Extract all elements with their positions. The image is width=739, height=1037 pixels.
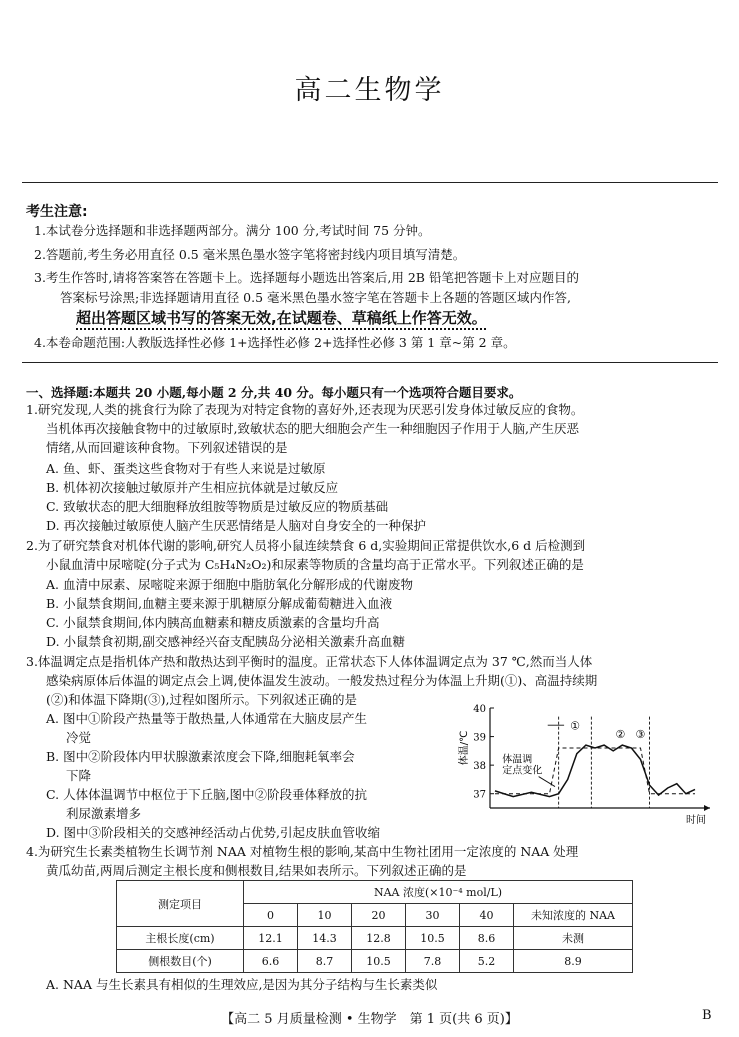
question-3-option-cont: 利尿激素增多 xyxy=(66,806,142,821)
notice-item: 答案标号涂黑;非选择题请用直径 0.5 毫米黑色墨水签字笔在答题卡上各题的答题区域内作答, xyxy=(60,290,572,305)
question-3-option-cont: 下降 xyxy=(66,768,92,783)
question-3-line: 感染病原体后体温的调定点会上调,使体温发生波动。一般发热过程分为体温上升期(①)、高温持续期 xyxy=(46,673,598,688)
y-tick-label: 40 xyxy=(473,704,486,715)
table-row-label: 主根长度(cm) xyxy=(117,927,244,950)
y-axis-label: 体温/℃ xyxy=(459,730,470,766)
table-col-header: 20 xyxy=(352,904,406,927)
table-cell: 8.9 xyxy=(514,950,633,973)
notice-item: 1.本试卷分选择题和非选择题两部分。满分 100 分,考试时间 75 分钟。 xyxy=(34,223,431,238)
table-cell: 8.7 xyxy=(298,950,352,973)
page-footer: 【高二 5 月质量检测 • 生物学 第 1 页(共 6 页)】 xyxy=(221,1012,518,1027)
table-cell: 12.1 xyxy=(244,927,298,950)
table-row xyxy=(117,950,633,973)
y-tick-label: 37 xyxy=(473,789,486,801)
table-cell: 12.8 xyxy=(352,927,406,950)
top-divider xyxy=(22,182,718,183)
question-1-option: A. 鱼、虾、蛋类这些食物对于有些人来说是过敏原 xyxy=(46,461,326,476)
question-1-line: 1.研究发现,人类的挑食行为除了表现为对特定食物的喜好外,还表现为厌恶引发身体过敏反应的食物。 xyxy=(26,402,584,417)
table-cell: 7.8 xyxy=(406,950,460,973)
table-row-label: 侧根数目(个) xyxy=(117,950,244,973)
question-1-option: D. 再次接触过敏原使人脑产生厌恶情绪是人脑对自身安全的一种保护 xyxy=(46,518,427,533)
notice-heading: 考生注意: xyxy=(26,204,88,220)
question-4-line: 黄瓜幼苗,两周后测定主根长度和侧根数目,结果如表所示。下列叙述正确的是 xyxy=(46,863,467,878)
notice-divider xyxy=(22,362,718,363)
section-title: 一、选择题:本题共 20 小题,每小题 2 分,共 40 分。每小题只有一个选项符合题目要求。 xyxy=(26,385,522,400)
table-row xyxy=(117,927,633,950)
question-2-option: D. 小鼠禁食初期,副交感神经兴奋支配胰岛分泌相关激素升高血糖 xyxy=(46,634,405,649)
table-cell: 14.3 xyxy=(298,927,352,950)
notice-item: 3.考生作答时,请将答案答在答题卡上。选择题每小题选出答案后,用 2B 铅笔把答题卡上对应题目的 xyxy=(34,270,579,285)
question-1-option: B. 机体初次接触过敏原并产生相应抗体就是过敏反应 xyxy=(46,480,339,495)
question-4-line: 4.为研究生长素类植物生长调节剂 NAA 对植物生根的影响,某高中生物社团用一定浓度的 NAA 处理 xyxy=(26,844,579,859)
question-1-option: C. 致敏状态的肥大细胞释放组胺等物质是过敏反应的物质基础 xyxy=(46,499,389,514)
table-cell: 8.6 xyxy=(460,927,514,950)
question-3-option-cont: 冷觉 xyxy=(66,730,92,745)
table-cell: 5.2 xyxy=(460,950,514,973)
question-3-line: (②)和体温下降期(③),过程如图所示。下列叙述正确的是 xyxy=(46,692,357,707)
table-col-header: 未知浓度的 NAA xyxy=(514,904,633,927)
question-2-option: A. 血清中尿素、尿嘧啶来源于细胞中脂肪氧化分解形成的代谢废物 xyxy=(46,577,413,592)
fever-chart xyxy=(455,700,720,825)
naa-table xyxy=(116,880,633,973)
question-1-line: 情绪,从而回避该种食物。下列叙述错误的是 xyxy=(46,440,288,455)
question-3-option: C. 人体体温调节中枢位于下丘脑,图中②阶段垂体释放的抗 xyxy=(46,787,368,802)
x-axis-label: 时间 xyxy=(686,815,706,825)
table-col-header: 30 xyxy=(406,904,460,927)
stage-label: ③ xyxy=(635,728,646,741)
notice-item: 2.答题前,考生务必用直径 0.5 毫米黑色墨水签字笔将密封线内项目填写清楚。 xyxy=(34,247,466,262)
stage-label: ② xyxy=(615,728,626,741)
annotation-text: 体温调 xyxy=(502,754,533,766)
table-cell: 10.5 xyxy=(406,927,460,950)
page-title: 高二生物学 xyxy=(294,75,445,106)
annotation-text: 定点变化 xyxy=(502,765,543,777)
question-2-option: C. 小鼠禁食期间,体内胰高血糖素和糖皮质激素的含量均升高 xyxy=(46,615,380,630)
question-2-line: 小鼠血清中尿嘧啶(分子式为 C₅H₄N₂O₂)和尿素等物质的含量均高于正常水平。下列叙述正确的是 xyxy=(46,557,584,572)
question-2-line: 2.为了研究禁食对机体代谢的影响,研究人员将小鼠连续禁食 6 d,实验期间正常提供饮水,6 d 后检测到 xyxy=(26,538,586,553)
y-tick-label: 38 xyxy=(473,761,486,773)
question-3-option: D. 图中③阶段相关的交感神经活动占优势,引起皮肤血管收缩 xyxy=(46,825,380,840)
x-axis-arrow xyxy=(704,805,710,811)
question-2-option: B. 小鼠禁食期间,血糖主要来源于肌糖原分解成葡萄糖进入血液 xyxy=(46,596,393,611)
table-col-header: 0 xyxy=(244,904,298,927)
stage-label: ① xyxy=(570,719,580,733)
table-header-concentration: NAA 浓度(×10⁻⁴ mol/L) xyxy=(244,881,633,904)
question-1-line: 当机体再次接触食物中的过敏原时,致敏状态的肥大细胞会产生一种细胞因子作用于人脑,产生厌恶 xyxy=(46,421,579,436)
paper-version: B xyxy=(702,1008,712,1023)
table-col-header: 40 xyxy=(460,904,514,927)
table-col-header: 10 xyxy=(298,904,352,927)
question-3-option: B. 图中②阶段体内甲状腺激素浓度会下降,细胞耗氧率会 xyxy=(46,749,355,764)
table-cell: 6.6 xyxy=(244,950,298,973)
table-cell: 10.5 xyxy=(352,950,406,973)
question-3-option: A. 图中①阶段产热量等于散热量,人体通常在大脑皮层产生 xyxy=(46,711,367,726)
notice-emphasis: 超出答题区域书写的答案无效,在试题卷、草稿纸上作答无效。 xyxy=(76,309,487,327)
notice-item: 4.本卷命题范围:人教版选择性必修 1+选择性必修 2+选择性必修 3 第 1 章~第 2 章。 xyxy=(34,335,516,350)
y-tick-label: 39 xyxy=(473,732,486,744)
question-3-line: 3.体温调定点是指机体产热和散热达到平衡时的温度。正常状态下人体体温调定点为 37 ℃,然而当人体 xyxy=(26,654,593,669)
table-header-item: 测定项目 xyxy=(117,881,244,927)
table-cell: 未测 xyxy=(514,927,633,950)
question-4-option: A. NAA 与生长素具有相似的生理效应,是因为其分子结构与生长素类似 xyxy=(46,977,438,992)
table-row xyxy=(117,881,633,904)
